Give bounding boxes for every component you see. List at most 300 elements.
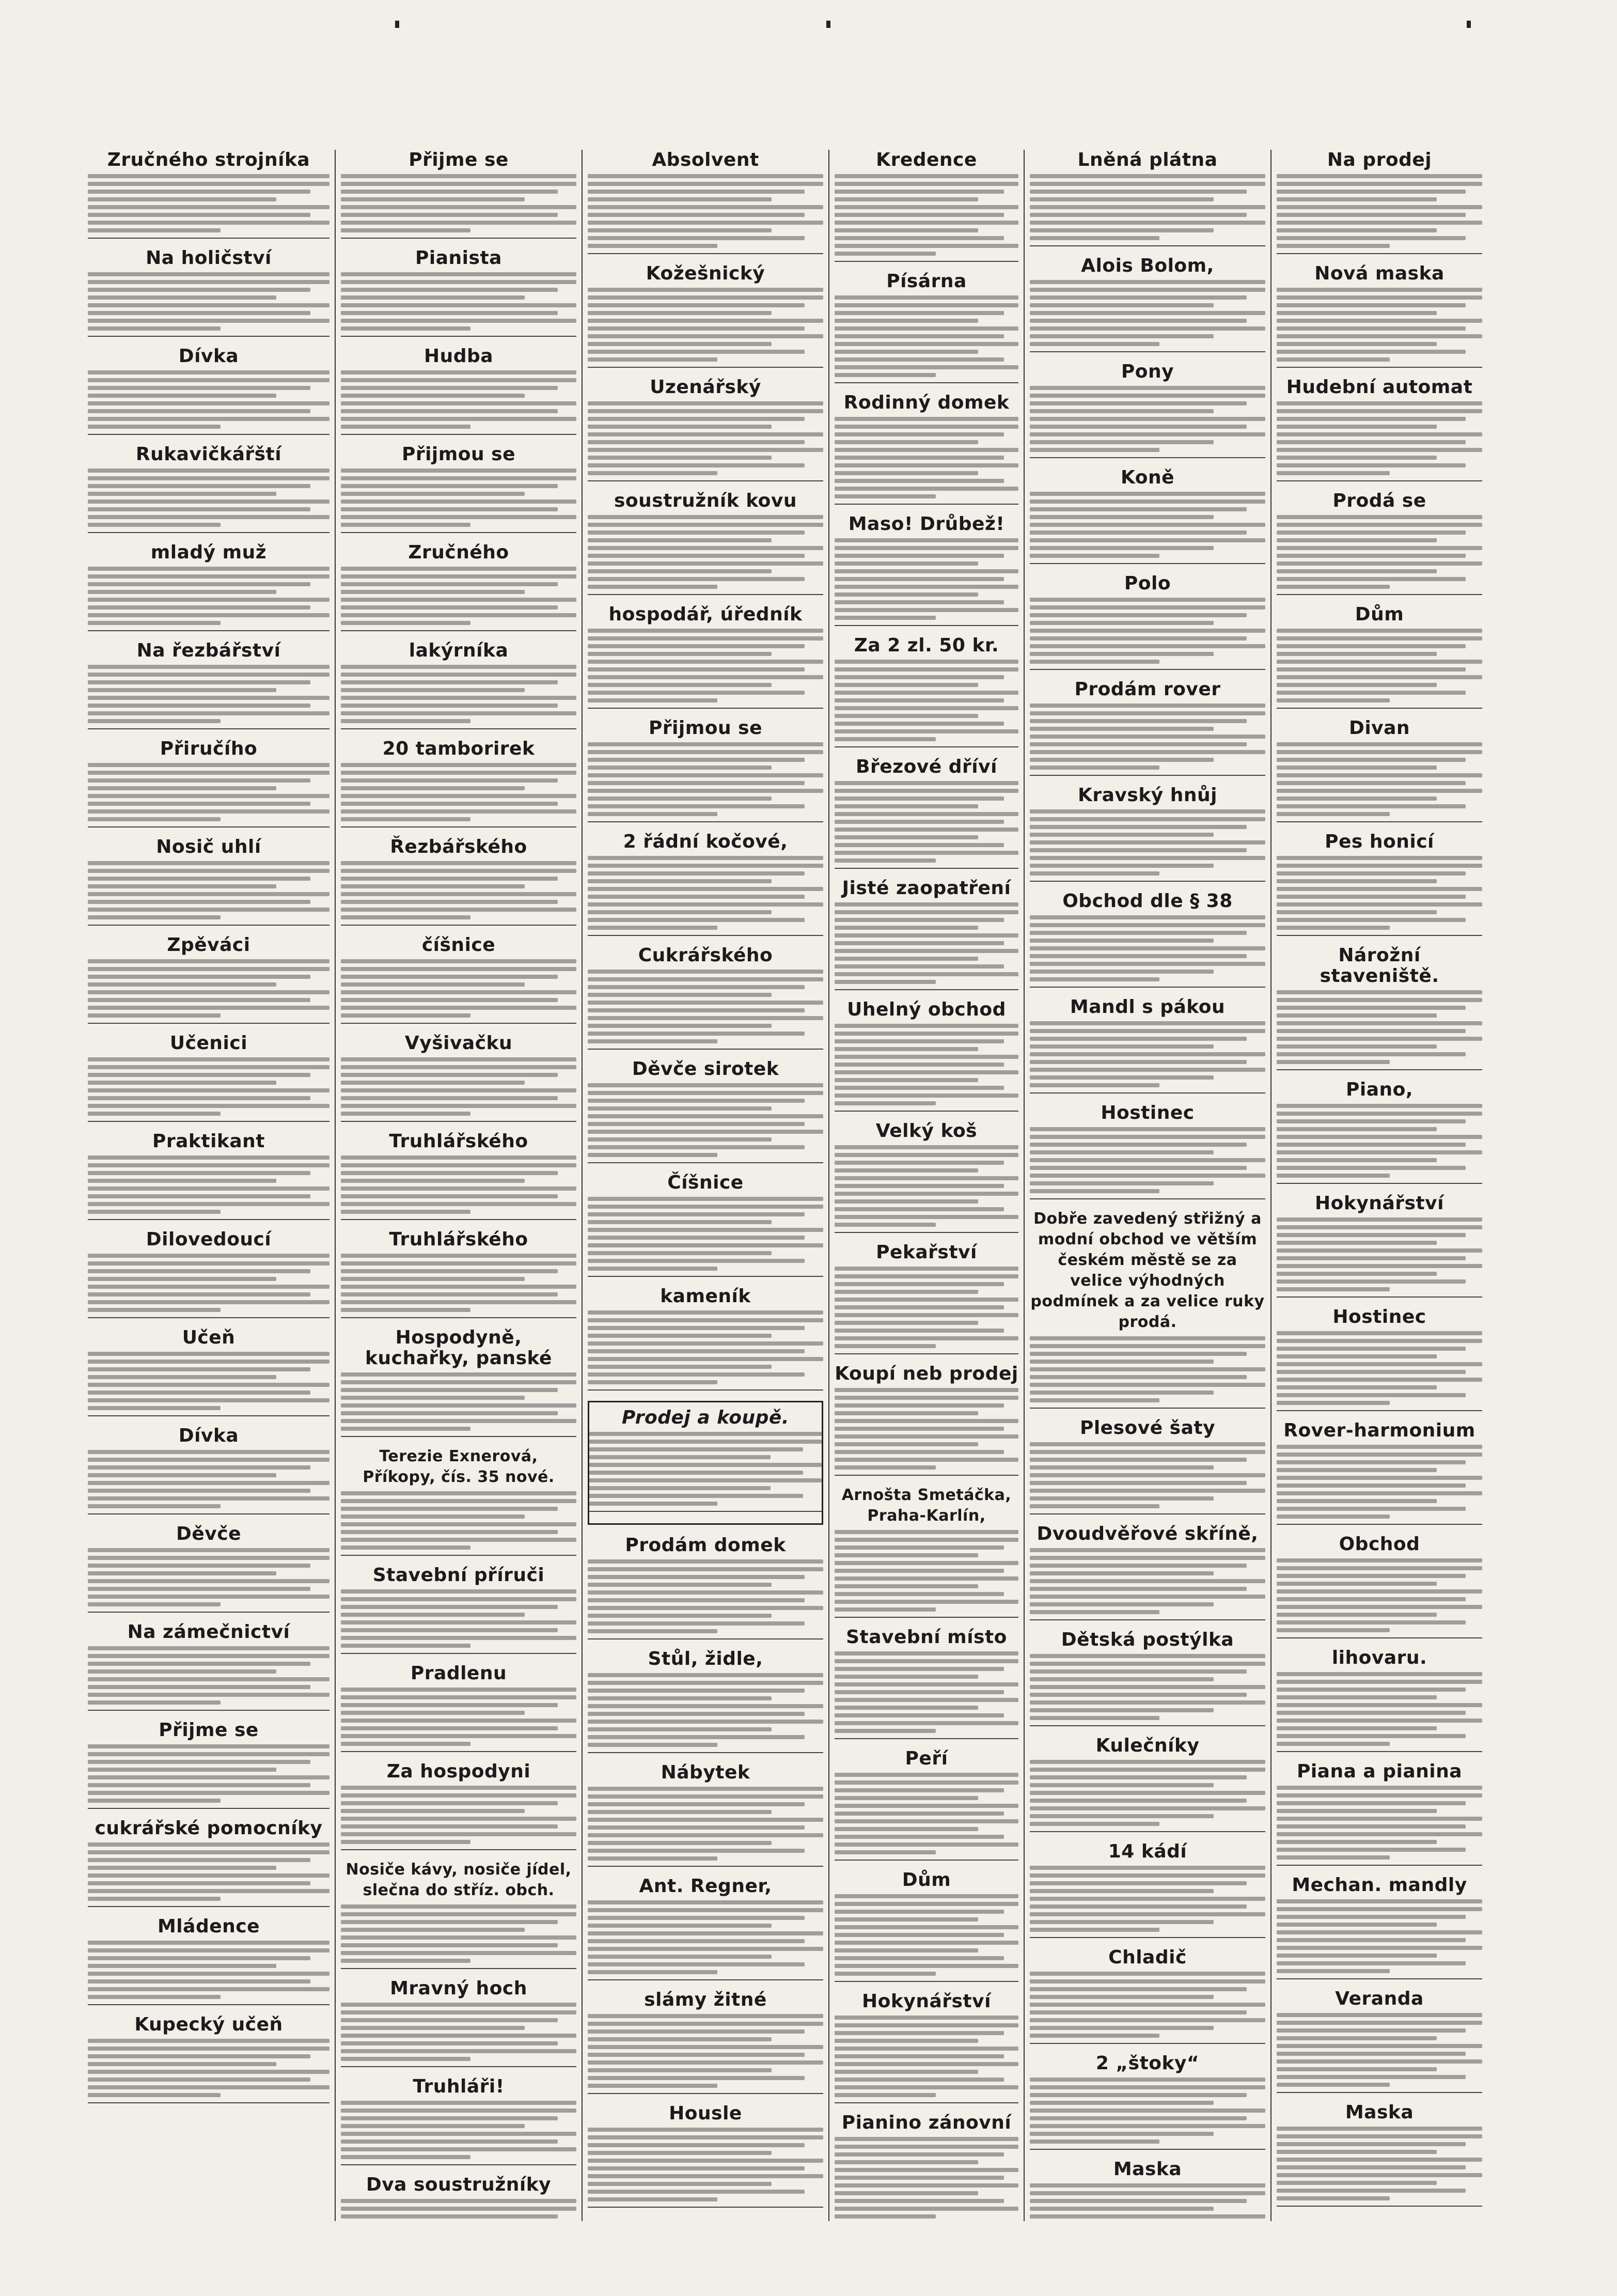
classified-ad bbox=[835, 1364, 1018, 1476]
ad-heading: Stavební příruči bbox=[372, 1565, 545, 1586]
ad-separator bbox=[588, 1752, 823, 1753]
classified-ad bbox=[588, 1876, 823, 1980]
classified-ad bbox=[835, 514, 1018, 626]
ad-separator bbox=[341, 1219, 576, 1220]
classified-ad bbox=[588, 491, 823, 595]
classified-ad bbox=[88, 1131, 329, 1220]
ad-separator bbox=[1030, 987, 1265, 988]
ad-body-text bbox=[1277, 742, 1482, 816]
ad-body-text bbox=[88, 1646, 329, 1705]
ad-separator bbox=[835, 1617, 1018, 1618]
ad-separator bbox=[341, 1968, 576, 1969]
ad-body-text bbox=[835, 1145, 1018, 1227]
classified-ad bbox=[341, 2175, 576, 2221]
ad-separator bbox=[588, 2093, 823, 2094]
ad-heading: 20 tamborirek bbox=[382, 738, 535, 759]
classified-ad bbox=[341, 1131, 576, 1220]
classified-ad bbox=[88, 1818, 329, 1907]
ad-separator bbox=[1030, 669, 1265, 670]
ad-heading: Hostinec bbox=[1332, 1306, 1426, 1327]
ad-body-text bbox=[1030, 492, 1265, 558]
ad-separator bbox=[1277, 1524, 1482, 1525]
ad-body-text bbox=[1277, 1331, 1482, 1405]
ad-separator bbox=[588, 1162, 823, 1163]
ad-body-text bbox=[1277, 401, 1482, 475]
ad-separator bbox=[588, 1638, 823, 1639]
ad-body-text bbox=[341, 370, 576, 429]
classified-ad bbox=[341, 935, 576, 1024]
ad-separator bbox=[835, 1738, 1018, 1739]
classified-ad bbox=[835, 393, 1018, 505]
ad-body-text bbox=[341, 174, 576, 232]
ad-body-text bbox=[1030, 915, 1265, 981]
ad-heading: Za 2 zl. 50 kr. bbox=[854, 635, 999, 656]
ad-body-text bbox=[341, 1155, 576, 1214]
ad-heading: Pes honicí bbox=[1325, 831, 1434, 852]
ad-heading: Nábytek bbox=[661, 1762, 750, 1783]
ad-separator bbox=[88, 630, 329, 631]
classified-ad bbox=[1030, 362, 1265, 458]
ad-separator bbox=[88, 1415, 329, 1416]
ad-separator bbox=[88, 1317, 329, 1318]
classified-ad bbox=[835, 1627, 1018, 1739]
ad-body-text bbox=[588, 401, 823, 475]
classified-ad bbox=[1030, 997, 1265, 1094]
classified-ad bbox=[588, 1649, 823, 1753]
ad-heading: kameník bbox=[660, 1286, 751, 1307]
ad-heading: Prodá se bbox=[1332, 490, 1426, 511]
ad-heading: Polo bbox=[1124, 573, 1171, 594]
classified-ad bbox=[341, 150, 576, 239]
ad-heading: Březové dříví bbox=[856, 756, 997, 777]
ad-separator bbox=[1030, 457, 1265, 458]
ad-heading: Přijmou se bbox=[401, 444, 516, 465]
ad-separator bbox=[588, 253, 823, 254]
ad-heading: Mandl s pákou bbox=[1070, 996, 1226, 1018]
ad-heading: Děvče sirotek bbox=[632, 1058, 779, 1080]
ad-separator bbox=[835, 1353, 1018, 1354]
ad-body-text bbox=[88, 2039, 329, 2097]
ad-body-text bbox=[341, 468, 576, 527]
ad-body-text bbox=[341, 763, 576, 821]
classified-ad bbox=[588, 377, 823, 481]
ad-heading: Nárožní staveniště. bbox=[1320, 945, 1439, 987]
ad-heading: Cukrářského bbox=[638, 945, 773, 966]
column-rule bbox=[582, 150, 583, 2221]
ad-heading: Nosič uhlí bbox=[156, 836, 261, 857]
column-1 bbox=[88, 150, 329, 2221]
ad-body-text bbox=[88, 468, 329, 527]
ad-heading: Děvče bbox=[176, 1523, 242, 1544]
ad-separator bbox=[588, 821, 823, 822]
ad-separator bbox=[588, 708, 823, 709]
ad-separator bbox=[341, 1849, 576, 1850]
ad-separator bbox=[589, 1511, 822, 1512]
ad-body-text bbox=[1277, 1786, 1482, 1860]
ad-heading: Plesové šaty bbox=[1079, 1417, 1216, 1439]
classified-ad bbox=[88, 1033, 329, 1122]
ad-body-text bbox=[88, 1450, 329, 1508]
ad-body-text bbox=[88, 1155, 329, 1214]
classified-ad bbox=[1277, 1080, 1482, 1184]
ad-body-text bbox=[835, 1024, 1018, 1105]
ad-body-text bbox=[88, 1548, 329, 1606]
ad-heading: Stůl, židle, bbox=[648, 1648, 763, 1669]
classified-ad bbox=[88, 2014, 329, 2103]
ad-separator bbox=[341, 826, 576, 827]
ad-separator bbox=[1277, 821, 1482, 822]
ad-separator bbox=[835, 746, 1018, 747]
classified-ad bbox=[835, 150, 1018, 262]
ad-body-text bbox=[588, 1083, 823, 1157]
classified-ad bbox=[588, 1990, 823, 2094]
classified-ad bbox=[1030, 256, 1265, 352]
ad-heading: Prodám domek bbox=[625, 1535, 786, 1556]
classified-ad bbox=[88, 150, 329, 239]
ad-body-text bbox=[341, 1904, 576, 1963]
ad-separator bbox=[1030, 1937, 1265, 1938]
ad-heading: Pekařství bbox=[876, 1242, 977, 1263]
classified-ad bbox=[341, 1033, 576, 1122]
classified-ad bbox=[88, 837, 329, 926]
ad-separator bbox=[88, 826, 329, 827]
ad-body-text bbox=[588, 856, 823, 930]
ad-body-text bbox=[88, 1352, 329, 1410]
classified-ad bbox=[1030, 1736, 1265, 1832]
classified-ad bbox=[588, 263, 823, 368]
ad-heading: Chladič bbox=[1108, 1947, 1187, 1968]
ad-heading: Kožešnický bbox=[646, 263, 765, 284]
page-mark bbox=[826, 21, 830, 28]
ad-body-text bbox=[588, 1559, 823, 1633]
ad-separator bbox=[88, 1023, 329, 1024]
ad-body-text bbox=[588, 1673, 823, 1747]
classified-ad bbox=[1030, 1209, 1265, 1409]
ad-heading: Kravský hnůj bbox=[1077, 785, 1217, 806]
classified-ad bbox=[835, 1991, 1018, 2103]
classified-ad bbox=[835, 999, 1018, 1112]
ad-separator bbox=[1030, 775, 1265, 776]
classified-ad bbox=[588, 1173, 823, 1277]
ad-separator bbox=[1277, 1978, 1482, 1979]
classified-ad bbox=[588, 1762, 823, 1867]
ad-body-text bbox=[835, 1388, 1018, 1470]
ad-heading: slámy žitné bbox=[644, 1989, 767, 2010]
ad-body-text bbox=[1030, 1548, 1265, 1614]
classified-ad bbox=[88, 1524, 329, 1613]
ad-separator bbox=[1030, 1092, 1265, 1094]
ad-heading: Pony bbox=[1121, 361, 1174, 382]
ad-separator bbox=[1277, 594, 1482, 595]
ad-body-text bbox=[588, 2014, 823, 2088]
ad-body-text bbox=[1277, 1445, 1482, 1519]
ad-separator bbox=[588, 367, 823, 368]
classified-ad bbox=[588, 604, 823, 709]
classified-ad bbox=[588, 1401, 823, 1525]
ad-body-text bbox=[588, 1197, 823, 1271]
classified-ad bbox=[588, 1535, 823, 1639]
classified-ad bbox=[1030, 1524, 1265, 1620]
ad-body-text bbox=[1277, 1104, 1482, 1178]
ad-separator bbox=[341, 336, 576, 337]
ad-heading: Dětská postýlka bbox=[1061, 1629, 1234, 1650]
ad-separator bbox=[588, 935, 823, 936]
classified-ad bbox=[588, 832, 823, 936]
ad-body-text bbox=[1030, 1127, 1265, 1193]
ad-separator bbox=[88, 2004, 329, 2005]
classified-ad bbox=[341, 248, 576, 337]
ad-body-text bbox=[88, 174, 329, 232]
ad-body-text bbox=[88, 1254, 329, 1312]
ad-body-text bbox=[341, 1786, 576, 1844]
ad-body-text bbox=[1030, 1866, 1265, 1932]
ad-separator bbox=[341, 1751, 576, 1752]
ad-separator bbox=[835, 261, 1018, 262]
ad-heading: Dva soustružníky bbox=[366, 2174, 552, 2195]
ad-separator bbox=[835, 868, 1018, 869]
classified-ad bbox=[341, 1229, 576, 1318]
ad-heading: Prodej a koupě. bbox=[621, 1407, 790, 1428]
ad-separator bbox=[341, 728, 576, 729]
ad-separator bbox=[88, 925, 329, 926]
ad-separator bbox=[1030, 351, 1265, 352]
classified-ad bbox=[1030, 2159, 1265, 2221]
ad-separator bbox=[1030, 563, 1265, 564]
ad-heading: Arnošta Smetáčka, Praha-Karlín, bbox=[841, 1486, 1012, 1525]
ad-heading: Kulečníky bbox=[1095, 1735, 1200, 1756]
ad-body-text bbox=[88, 567, 329, 625]
classified-ad bbox=[588, 718, 823, 822]
ad-body-text bbox=[835, 1894, 1018, 1976]
ad-heading: Učeň bbox=[182, 1327, 236, 1348]
ad-body-text bbox=[835, 1773, 1018, 1854]
ad-heading: Hokynářství bbox=[1315, 1193, 1444, 1214]
ad-separator bbox=[588, 1866, 823, 1867]
ad-heading: Číšnice bbox=[667, 1172, 744, 1193]
ad-heading: Na zámečnictví bbox=[127, 1621, 290, 1643]
classified-ad bbox=[88, 1622, 329, 1711]
ad-separator bbox=[588, 1389, 823, 1391]
ad-body-text bbox=[835, 2016, 1018, 2097]
classified-ad bbox=[588, 945, 823, 1050]
ad-body-text bbox=[1277, 288, 1482, 362]
ad-body-text bbox=[1277, 515, 1482, 589]
ad-separator bbox=[88, 1612, 329, 1613]
classified-ad bbox=[835, 878, 1018, 990]
ad-separator bbox=[341, 925, 576, 926]
ad-heading: Na řezbářství bbox=[136, 640, 281, 661]
ad-separator bbox=[1277, 1865, 1482, 1866]
classified-ad bbox=[1277, 718, 1482, 822]
ad-body-text bbox=[835, 538, 1018, 620]
ad-body-text bbox=[835, 781, 1018, 863]
page-mark bbox=[1467, 21, 1471, 28]
ad-heading: mladý muž bbox=[150, 542, 267, 563]
ad-separator bbox=[1030, 1408, 1265, 1409]
ad-heading: Dilovedoucí bbox=[146, 1229, 272, 1250]
ad-body-text bbox=[588, 742, 823, 816]
classified-ad bbox=[341, 444, 576, 533]
classified-ad bbox=[835, 1242, 1018, 1354]
ad-body-text bbox=[341, 1688, 576, 1746]
ad-body-text bbox=[1277, 1217, 1482, 1291]
ad-heading: Housle bbox=[669, 2103, 742, 2124]
ad-heading: Dům bbox=[902, 1869, 951, 1891]
classified-ad bbox=[88, 1916, 329, 2005]
ad-heading: Hudba bbox=[423, 346, 494, 367]
classified-ad bbox=[1030, 150, 1265, 246]
ad-body-text bbox=[835, 295, 1018, 377]
ad-heading: Velký koš bbox=[875, 1120, 978, 1142]
ad-heading: Písárna bbox=[886, 271, 967, 292]
ad-heading: Uzenářský bbox=[650, 377, 761, 398]
ad-heading: Přijme se bbox=[159, 1720, 259, 1741]
classified-ad bbox=[88, 346, 329, 435]
ad-separator bbox=[88, 1219, 329, 1220]
ad-body-text bbox=[1030, 1972, 1265, 2038]
ad-separator bbox=[88, 2102, 329, 2103]
ad-heading: lihovaru. bbox=[1331, 1647, 1427, 1668]
classified-ad bbox=[1030, 2053, 1265, 2150]
ad-separator bbox=[88, 728, 329, 729]
ad-body-text bbox=[588, 629, 823, 702]
ad-heading: Truhláři! bbox=[413, 2076, 505, 2097]
classified-ad bbox=[1277, 1534, 1482, 1638]
classified-ad bbox=[835, 2113, 1018, 2221]
ad-heading: lakýrníka bbox=[409, 640, 509, 661]
classified-ad bbox=[835, 271, 1018, 383]
classified-ad bbox=[88, 1720, 329, 1809]
classified-ad bbox=[588, 1059, 823, 1163]
ad-body-text bbox=[1277, 1899, 1482, 1973]
ad-body-text bbox=[88, 1941, 329, 1999]
ad-heading: Koupí neb prodej bbox=[835, 1363, 1018, 1384]
ad-heading: Absolvent bbox=[652, 150, 759, 170]
ad-heading: Na prodej bbox=[1327, 150, 1432, 170]
ad-heading: Truhlářského bbox=[389, 1229, 528, 1250]
ad-heading: Pianino zánovní bbox=[841, 2112, 1012, 2133]
ad-body-text bbox=[835, 174, 1018, 256]
classified-ad bbox=[1030, 1418, 1265, 1514]
ad-heading: Zpěváci bbox=[167, 934, 250, 956]
ad-body-text bbox=[88, 763, 329, 821]
classified-ad bbox=[341, 2076, 576, 2165]
ad-body-text bbox=[1030, 1654, 1265, 1720]
classified-ad bbox=[1030, 785, 1265, 882]
ad-heading: Dívka bbox=[178, 346, 239, 367]
ad-body-text bbox=[1030, 1336, 1265, 1402]
classified-ad bbox=[1030, 467, 1265, 564]
classified-ad bbox=[588, 150, 823, 254]
ad-heading: Hudební automat bbox=[1286, 377, 1473, 398]
ad-body-text bbox=[88, 665, 329, 723]
ad-body-text bbox=[1277, 2013, 1482, 2087]
ad-separator bbox=[341, 2066, 576, 2067]
classified-ad bbox=[835, 1870, 1018, 1982]
classified-ad bbox=[1030, 1841, 1265, 1938]
ad-separator bbox=[835, 2102, 1018, 2103]
ad-heading: Kupecký učeň bbox=[134, 2014, 283, 2035]
ad-separator bbox=[1030, 2043, 1265, 2044]
ad-body-text bbox=[341, 567, 576, 625]
classified-ad bbox=[341, 1761, 576, 1850]
classified-ad bbox=[835, 1121, 1018, 1233]
ad-body-text bbox=[88, 959, 329, 1018]
ad-separator bbox=[588, 1049, 823, 1050]
ad-heading: Nová maska bbox=[1314, 263, 1445, 284]
ad-body-text bbox=[341, 1372, 576, 1431]
classified-ad bbox=[1277, 1420, 1482, 1525]
classified-ad bbox=[88, 1327, 329, 1416]
ad-body-text bbox=[1277, 1672, 1482, 1746]
classified-ad bbox=[1030, 1947, 1265, 2044]
ad-heading: Zručného bbox=[408, 542, 509, 563]
ad-heading: Pradlenu bbox=[410, 1663, 507, 1684]
ad-heading: Zručného strojníka bbox=[107, 150, 310, 170]
classified-ad bbox=[1277, 2102, 1482, 2207]
ad-separator bbox=[835, 1860, 1018, 1861]
ad-body-text bbox=[88, 1744, 329, 1803]
ad-heading: soustružník kovu bbox=[614, 490, 797, 511]
ad-heading: Mládence bbox=[157, 1916, 260, 1937]
classified-ad bbox=[835, 757, 1018, 869]
ad-separator bbox=[835, 504, 1018, 505]
classified-ad bbox=[1277, 377, 1482, 481]
ad-body-text bbox=[588, 174, 823, 248]
classified-ad bbox=[341, 1978, 576, 2067]
ad-separator bbox=[88, 238, 329, 239]
classified-ad bbox=[1277, 604, 1482, 709]
ad-body-text bbox=[1030, 1760, 1265, 1826]
classified-ad bbox=[341, 1327, 576, 1437]
classified-ad bbox=[1277, 1648, 1482, 1752]
ad-heading: hospodář, úředník bbox=[608, 604, 803, 625]
classified-ad bbox=[1030, 1103, 1265, 1199]
classified-ad bbox=[88, 1229, 329, 1318]
ad-separator bbox=[1030, 1831, 1265, 1832]
ad-separator bbox=[341, 1436, 576, 1437]
ad-separator bbox=[1277, 1751, 1482, 1752]
ad-body-text bbox=[1030, 598, 1265, 664]
ad-heading: Koně bbox=[1120, 467, 1175, 488]
classified-ad bbox=[1030, 679, 1265, 776]
ad-separator bbox=[588, 594, 823, 595]
classified-ad bbox=[341, 641, 576, 729]
ad-heading: Maska bbox=[1113, 2159, 1182, 2180]
column-rule bbox=[1024, 150, 1025, 2221]
ad-separator bbox=[88, 1906, 329, 1907]
classified-ad bbox=[1277, 150, 1482, 254]
ad-separator bbox=[835, 989, 1018, 990]
ad-body-text bbox=[835, 417, 1018, 498]
ad-heading: cukrářské pomocníky bbox=[95, 1818, 323, 1839]
ad-body-text bbox=[1030, 2078, 1265, 2144]
ad-heading: Obchod dle § 38 bbox=[1062, 891, 1233, 912]
ad-body-text bbox=[835, 1267, 1018, 1348]
ad-body-text bbox=[1277, 856, 1482, 930]
ad-body-text bbox=[835, 1651, 1018, 1733]
ad-heading: Praktikant bbox=[152, 1131, 265, 1152]
ad-separator bbox=[1277, 253, 1482, 254]
ad-body-text bbox=[835, 660, 1018, 741]
ad-body-text bbox=[588, 1310, 823, 1384]
ad-heading: Divan bbox=[1348, 717, 1410, 739]
ad-body-text bbox=[1277, 990, 1482, 1064]
ad-heading: Přiručího bbox=[160, 738, 258, 759]
ad-separator bbox=[88, 434, 329, 435]
ad-body-text bbox=[341, 272, 576, 331]
ad-separator bbox=[1277, 1410, 1482, 1411]
